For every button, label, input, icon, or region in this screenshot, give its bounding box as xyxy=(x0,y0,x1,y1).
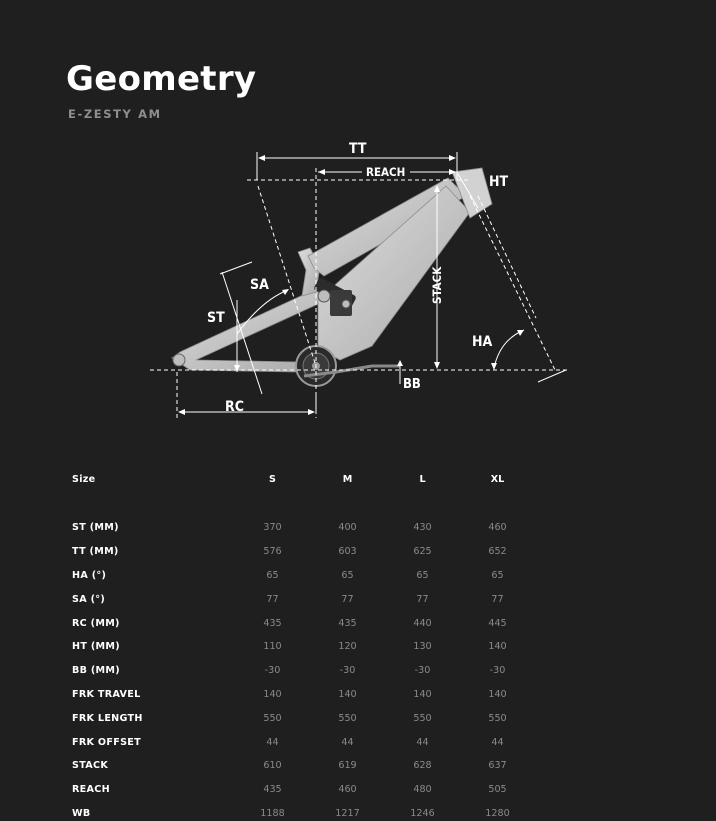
cell-value: 550 xyxy=(488,712,507,724)
table-row xyxy=(62,516,535,540)
cell-value: 1280 xyxy=(485,807,510,819)
rear-dropout xyxy=(173,354,185,366)
cell-value: 619 xyxy=(338,760,357,772)
cell-value: 625 xyxy=(413,546,432,558)
row-label: REACH xyxy=(72,784,110,796)
label-reach: REACH xyxy=(366,165,406,179)
label-stack: STACK xyxy=(430,266,444,304)
row-label: BB (MM) xyxy=(72,665,120,677)
cell-value: -30 xyxy=(264,665,281,677)
cell-value: 1188 xyxy=(260,807,285,819)
cell-value: 77 xyxy=(341,593,354,605)
table-row xyxy=(62,802,535,821)
cell-value: 1246 xyxy=(410,807,435,819)
table-row xyxy=(62,540,535,564)
table-row xyxy=(62,754,535,778)
row-label: WB xyxy=(72,807,91,819)
cell-value: 400 xyxy=(338,522,357,534)
label-ht: HT xyxy=(489,174,509,190)
cell-value: 610 xyxy=(263,760,282,772)
cell-value: 550 xyxy=(338,712,357,724)
cell-value: 435 xyxy=(263,617,282,629)
cell-value: 65 xyxy=(266,569,279,581)
label-rc: RC xyxy=(225,399,244,415)
cell-value: 603 xyxy=(338,546,357,558)
model-subtitle: E-ZESTY AM xyxy=(68,107,162,121)
header-size-m: M xyxy=(342,473,353,485)
ha-angle-arc xyxy=(494,330,524,368)
table-row xyxy=(62,730,535,754)
header-size-xl: XL xyxy=(490,473,505,485)
cell-value: 370 xyxy=(263,522,282,534)
cell-value: 140 xyxy=(338,688,357,700)
cell-value: 652 xyxy=(488,546,507,558)
cell-value: -30 xyxy=(339,665,356,677)
header-size-l: L xyxy=(419,473,426,485)
cell-value: 445 xyxy=(488,617,507,629)
cell-value: 460 xyxy=(488,522,507,534)
row-label: RC (MM) xyxy=(72,617,120,629)
table-row xyxy=(62,706,535,730)
geometry-table xyxy=(62,466,535,821)
cell-value: 435 xyxy=(263,784,282,796)
label-sa: SA xyxy=(250,277,269,293)
cell-value: 77 xyxy=(491,593,504,605)
cell-value: 550 xyxy=(263,712,282,724)
cell-value: 44 xyxy=(266,736,279,748)
cell-value: 550 xyxy=(413,712,432,724)
cell-value: 435 xyxy=(338,617,357,629)
row-label: FRK OFFSET xyxy=(72,736,141,748)
row-label: ST (MM) xyxy=(72,522,119,534)
cell-value: 637 xyxy=(488,760,507,772)
cell-value: -30 xyxy=(489,665,506,677)
cell-value: 576 xyxy=(263,546,282,558)
cell-value: 44 xyxy=(491,736,504,748)
row-label: HA (°) xyxy=(72,569,107,581)
cell-value: 65 xyxy=(341,569,354,581)
cell-value: 440 xyxy=(413,617,432,629)
cell-value: 44 xyxy=(341,736,354,748)
row-label: SA (°) xyxy=(72,593,106,605)
label-ha: HA xyxy=(472,334,493,350)
label-st: ST xyxy=(207,310,225,326)
cell-value: 140 xyxy=(488,688,507,700)
cell-value: 120 xyxy=(338,641,357,653)
cell-value: 140 xyxy=(413,688,432,700)
cell-value: 77 xyxy=(266,593,279,605)
cell-value: 430 xyxy=(413,522,432,534)
cell-value: -30 xyxy=(414,665,431,677)
table-row xyxy=(62,683,535,707)
cell-value: 505 xyxy=(488,784,507,796)
bike-frame xyxy=(172,168,492,386)
table-spacer xyxy=(62,492,535,516)
table-row xyxy=(62,611,535,635)
cell-value: 628 xyxy=(413,760,432,772)
row-label: FRK LENGTH xyxy=(72,712,143,724)
cell-value: 65 xyxy=(416,569,429,581)
row-label: FRK TRAVEL xyxy=(72,688,141,700)
cell-value: 130 xyxy=(413,641,432,653)
cell-value: 1217 xyxy=(335,807,360,819)
row-label: TT (MM) xyxy=(72,546,119,558)
header-size-label: Size xyxy=(72,473,96,485)
cell-value: 110 xyxy=(263,641,282,653)
table-header-row xyxy=(62,466,535,492)
cell-value: 77 xyxy=(416,593,429,605)
table-row xyxy=(62,778,535,802)
label-tt: TT xyxy=(349,141,367,157)
table-row xyxy=(62,635,535,659)
table-row xyxy=(62,587,535,611)
cell-value: 65 xyxy=(491,569,504,581)
header-size-s: S xyxy=(269,473,276,485)
cell-value: 460 xyxy=(338,784,357,796)
row-label: STACK xyxy=(72,760,109,772)
label-bb: BB xyxy=(403,377,421,392)
page-title: Geometry xyxy=(66,59,257,99)
cell-value: 140 xyxy=(488,641,507,653)
cell-value: 44 xyxy=(416,736,429,748)
cell-value: 480 xyxy=(413,784,432,796)
row-label: HT (MM) xyxy=(72,641,120,653)
cell-value: 140 xyxy=(263,688,282,700)
table-row xyxy=(62,659,535,683)
table-row xyxy=(62,564,535,588)
